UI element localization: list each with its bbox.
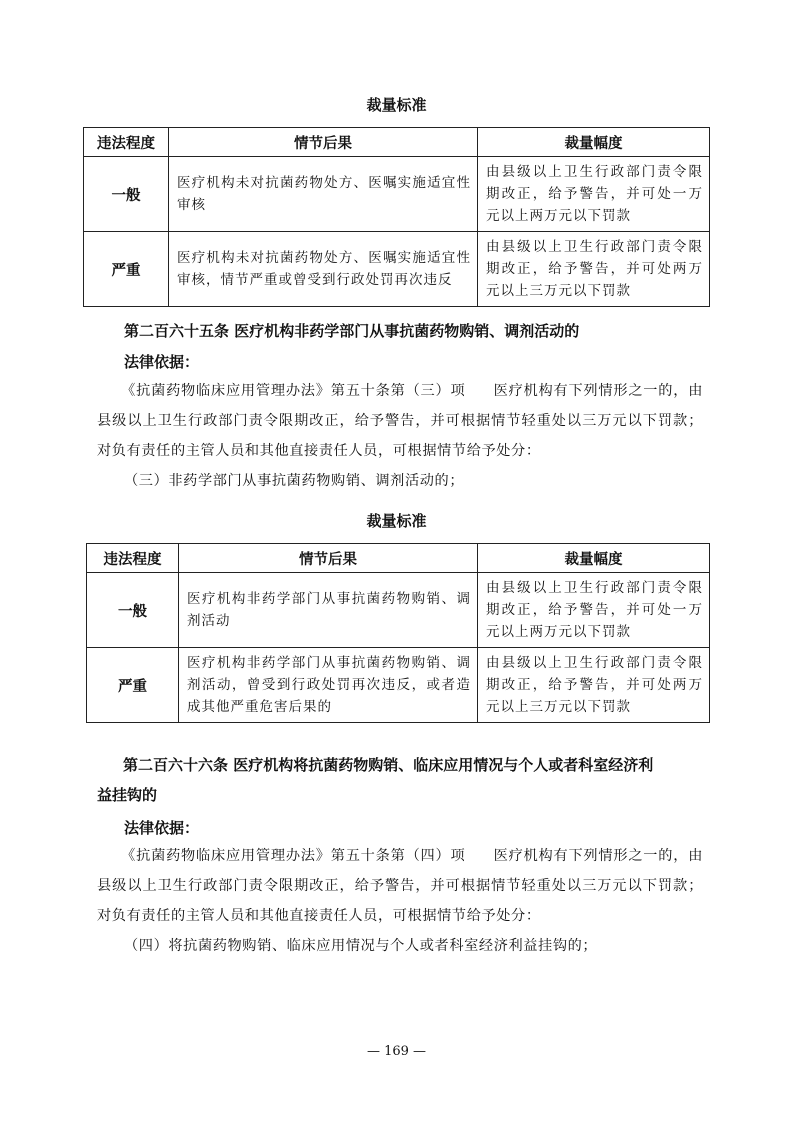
law-citation: 《抗菌药物临床应用管理办法》第五十条第（三）项 <box>121 383 466 399</box>
article-265-heading: 第二百六十五条 医疗机构非药学部门从事抗菌药物购销、调剂活动的 <box>124 322 580 340</box>
table-header-row <box>87 544 710 573</box>
circumstance-cell: 医疗机构非药学部门从事抗菌药物购销、调剂活动，曾受到行政处罚再次违反，或者造成其他严重危害后果的 <box>179 648 478 723</box>
legal-basis-label: 法律依据： <box>124 819 200 837</box>
header-circumstance: 情节后果 <box>169 128 478 157</box>
law-item: （三）非药学部门从事抗菌药物购销、调剂活动的； <box>124 473 465 489</box>
discretion-cell: 由县级以上卫生行政部门责令限期改正，给予警告，并可处两万元以上三万元以下罚款 <box>478 232 710 307</box>
table2-title: 裁量标准 <box>366 512 427 530</box>
article-266-heading-line1: 第二百六十六条 医疗机构将抗菌药物购销、临床应用情况与个人或者科室经济利 <box>123 756 654 774</box>
discretion-cell: 由县级以上卫生行政部门责令限期改正，给予警告，并可处两万元以上三万元以下罚款 <box>478 648 710 723</box>
discretion-table-1 <box>83 127 710 307</box>
legal-basis-paragraph <box>97 841 703 931</box>
discretion-cell: 由县级以上卫生行政部门责令限期改正，给予警告，并可处一万元以上两万元以下罚款 <box>478 573 710 648</box>
header-violation-degree: 违法程度 <box>87 544 179 573</box>
circumstance-cell: 医疗机构非药学部门从事抗菌药物购销、调剂活动 <box>179 573 478 648</box>
table1-title: 裁量标准 <box>366 96 427 114</box>
violation-level: 一般 <box>87 573 179 648</box>
violation-level: 严重 <box>87 648 179 723</box>
circumstance-cell: 医疗机构未对抗菌药物处方、医嘱实施适宜性审核，情节严重或曾受到行政处罚再次违反 <box>169 232 478 307</box>
law-text: 医疗机构有下列情形之一的，由县级以上卫生行政部门责令限期改正，给予警告，并可根据情节轻重处以三万元以下罚款；对负有责任的主管人员和其他直接责任人员，可根据情节给予处分： <box>97 383 703 459</box>
circumstance-cell: 医疗机构未对抗菌药物处方、医嘱实施适宜性审核 <box>169 157 478 232</box>
table-row <box>84 232 710 307</box>
article-266-heading-line2: 益挂钩的 <box>97 786 158 804</box>
discretion-table-2 <box>86 543 710 723</box>
article-266-heading <box>97 750 707 810</box>
header-circumstance: 情节后果 <box>179 544 478 573</box>
header-violation-degree: 违法程度 <box>84 128 169 157</box>
header-discretion-range: 裁量幅度 <box>478 128 710 157</box>
legal-basis-paragraph <box>97 376 703 466</box>
table-row <box>87 648 710 723</box>
header-discretion-range: 裁量幅度 <box>478 544 710 573</box>
violation-level: 一般 <box>84 157 169 232</box>
violation-level: 严重 <box>84 232 169 307</box>
legal-basis-label: 法律依据： <box>124 353 200 371</box>
table-header-row <box>84 128 710 157</box>
law-text: 医疗机构有下列情形之一的，由县级以上卫生行政部门责令限期改正，给予警告，并可根据情节轻重处以三万元以下罚款；对负有责任的主管人员和其他直接责任人员，可根据情节给予处分： <box>97 848 703 924</box>
discretion-cell: 由县级以上卫生行政部门责令限期改正，给予警告，并可处一万元以上两万元以下罚款 <box>478 157 710 232</box>
table-row <box>84 157 710 232</box>
page-number: — 169 — <box>366 1044 427 1059</box>
law-citation: 《抗菌药物临床应用管理办法》第五十条第（四）项 <box>121 848 466 864</box>
law-item: （四）将抗菌药物购销、临床应用情况与个人或者科室经济利益挂钩的； <box>124 938 598 954</box>
table-row <box>87 573 710 648</box>
